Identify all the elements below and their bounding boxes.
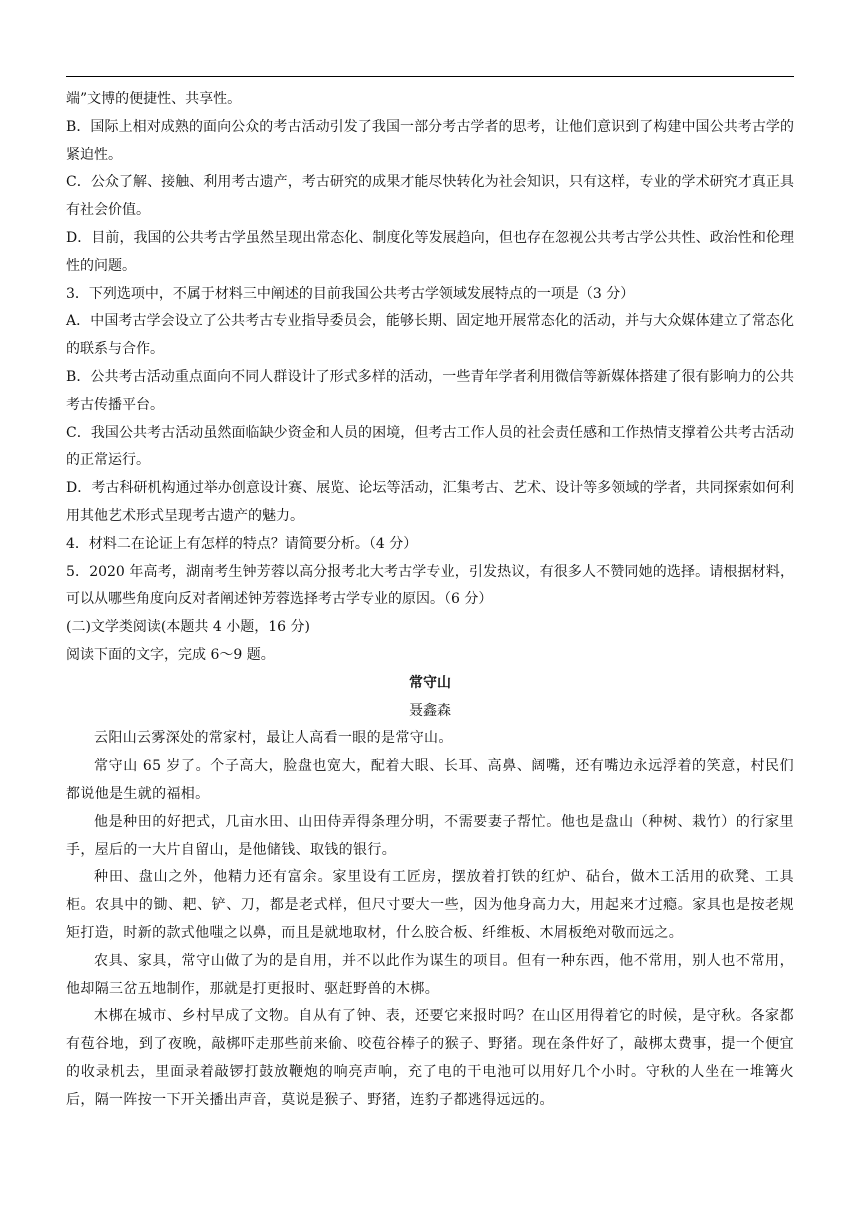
story-author: 聂鑫森 <box>409 702 451 719</box>
story-paragraph: 常守山 65 岁了。个子高大，脸盘也宽大，配着大眼、长耳、高鼻、阔嘴，还有嘴边永远浮着的笑意，村民们都说他是生就的福相。 <box>66 758 794 802</box>
story-paragraph: 农具、家具，常守山做了为的是自用，并不以此作为谋生的项目。但有一种东西，他不常用，别人也不常用，他却隔三岔五地制作，那就是打更报时、驱赶野兽的木梆。 <box>66 952 794 997</box>
q3-stem: 3．下列选项中，不属于材料三中阐述的目前我国公共考古学领域发展特点的一项是（3 分） <box>66 285 635 302</box>
story-title: 常守山 <box>409 674 451 691</box>
q3-option-c: C．我国公共考古活动虽然面临缺少资金和人员的困境，但考古工作人员的社会责任感和工作热情支撑着公共考古活动的正常运行。 <box>66 424 794 469</box>
q4-stem: 4．材料二在论证上有怎样的特点？请简要分析。（4 分） <box>66 535 418 552</box>
document-body <box>66 86 794 1114</box>
q5-stem: 5．2020 年高考，湖南考生钟芳蓉以高分报考北大考古学专业，引发热议，有很多人不赞同她的选择。请根据材料，可以从哪些角度向反对者阐述钟芳蓉选择考古学专业的原因。（6 分） <box>66 563 794 608</box>
q2-option-b: B．国际上相对成熟的面向公众的考古活动引发了我国一部分考古学者的思考，让他们意识到了构建中国公共考古学的紧迫性。 <box>66 118 794 163</box>
story-paragraph: 云阳山云雾深处的常家村，最让人高看一眼的是常守山。 <box>94 730 453 747</box>
q2-continuation: 端”文博的便捷性、共享性。 <box>66 91 242 107</box>
story-paragraph: 他是种田的好把式，几亩水田、山田侍弄得条理分明，不需要妻子帮忙。他也是盘山（种树、栽竹）的行家里手，屋后的一大片自留山，是他储钱、取钱的银行。 <box>66 813 794 858</box>
story-paragraph: 种田、盘山之外，他精力还有富余。家里设有工匠房，摆放着打铁的红炉、砧台，做木工活用的砍凳、工具柜。农具中的锄、耙、铲、刀，都是老式样，但尺寸要大一些，因为他身高力大，用起来才过瘾。家具也是按老规矩打造，时新的款式他嗤之以鼻，而且是就地取材，什么胶合板、纤维板、木屑板绝对敬而远之。 <box>66 869 794 941</box>
q3-option-a: A．中国考古学会设立了公共考古专业指导委员会，能够长期、固定地开展常态化的活动，并与大众媒体建立了常态化的联系与合作。 <box>66 313 794 358</box>
q3-option-d: D．考古科研机构通过举办创意设计赛、展览、论坛等活动，汇集考古、艺术、设计等多领域的学者，共同探索如何利用其他艺术形式呈现考古遗产的魅力。 <box>66 480 794 524</box>
q3-option-b: B．公共考古活动重点面向不同人群设计了形式多样的活动，一些青年学者利用微信等新媒体搭建了很有影响力的公共考古传播平台。 <box>66 368 794 413</box>
header-rule <box>66 76 794 77</box>
q2-option-d: D．目前，我国的公共考古学虽然呈现出常态化、制度化等发展趋向，但也存在忽视公共考古学公共性、政治性和伦理性的问题。 <box>66 229 794 274</box>
section-heading: (二)文学类阅读(本题共 4 小题，16 分) <box>66 619 310 636</box>
story-paragraph: 木梆在城市、乡村早成了文物。自从有了钟、表，还要它来报时吗？在山区用得着它的时候，是守秋。各家都有苞谷地，到了夜晚，敲梆吓走那些前来偷、咬苞谷棒子的猴子、野猪。现在条件好了，敲梆太费事，提一个便宜的收录机去，里面录着敲锣打鼓放鞭炮的响亮声响，充了电的干电池可以用好几个小时。守秋的人坐在一堆篝火后，隔一阵按一下开关播出声音，莫说是猴子、野猪，连豹子都逃得远远的。 <box>66 1008 794 1108</box>
section-instruction: 阅读下面的文字，完成 6～9 题。 <box>66 646 275 663</box>
q2-option-c: C．公众了解、接触、利用考古遗产，考古研究的成果才能尽快转化为社会知识，只有这样，专业的学术研究才真正具有社会价值。 <box>66 174 794 219</box>
